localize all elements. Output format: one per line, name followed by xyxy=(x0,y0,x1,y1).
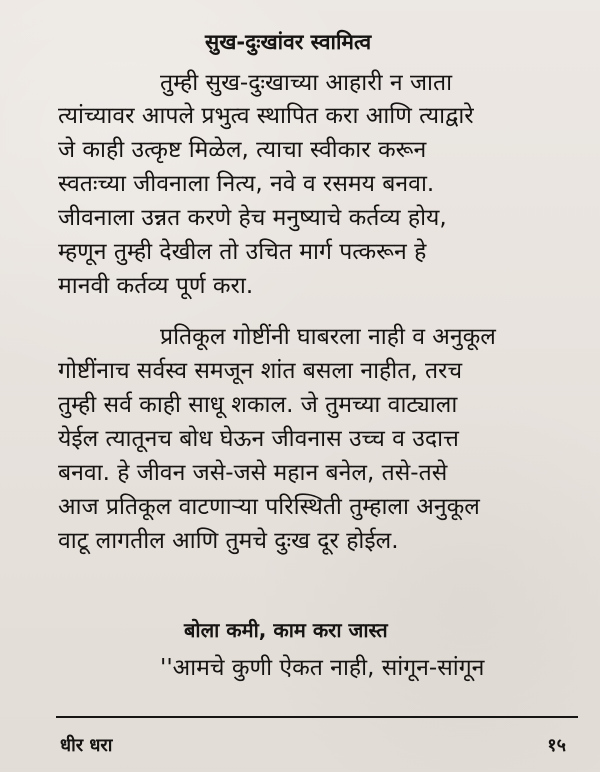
footer-title: धीर धरा xyxy=(60,735,113,756)
footer-rule xyxy=(56,716,578,718)
paragraph-1-line-4: स्वतःच्या जीवनाला नित्य, नवे व रसमय बनवा. xyxy=(58,171,435,197)
quote-start-line: ''आमचे कुणी ऐकत नाही, सांगून-सांगून xyxy=(160,655,485,681)
page-number: १५ xyxy=(547,735,566,756)
paragraph-2-line-3: तुम्ही सर्व काही साधू शकाल. जे तुमच्या वाट्याला xyxy=(58,392,458,418)
page-heading: सुख-दुःखांवर स्वामित्व xyxy=(205,30,372,54)
paragraph-1-line-7: मानवी कर्तव्य पूर्ण करा. xyxy=(58,273,254,299)
paragraph-2-line-5: बनवा. हे जीवन जसे-जसे महान बनेल, तसे-तसे xyxy=(58,460,448,486)
paragraph-1-line-2: त्यांच्यावर आपले प्रभुत्व स्थापित करा आणि त्याद्वारे xyxy=(58,103,474,129)
paragraph-1-line-1: तुम्ही सुख-दुःखाच्या आहारी न जाता xyxy=(160,70,453,96)
paragraph-1-line-6: म्हणून तुम्ही देखील तो उचित मार्ग पत्करून हे xyxy=(58,239,427,265)
section-subheading: बोला कमी, काम करा जास्त xyxy=(184,618,388,642)
paragraph-2-line-4: येईल त्यातूनच बोध घेऊन जीवनास उच्च व उदात्त xyxy=(58,426,459,452)
paragraph-2-line-2: गोष्टींनाच सर्वस्व समजून शांत बसला नाहीत, तरच xyxy=(58,358,463,384)
paragraph-1-line-5: जीवनाला उन्नत करणे हेच मनुष्याचे कर्तव्य होय, xyxy=(58,205,447,231)
paragraph-2-line-1: प्रतिकूल गोष्टींनी घाबरला नाही व अनुकूल xyxy=(160,324,496,350)
paragraph-1-line-3: जे काही उत्कृष्ट मिळेल, त्याचा स्वीकार करून xyxy=(58,137,427,163)
paragraph-2-line-7: वाटू लागतील आणि तुमचे दुःख दूर होईल. xyxy=(58,528,399,554)
paragraph-2-line-6: आज प्रतिकूल वाटणाऱ्या परिस्थिती तुम्हाला अनुकूल xyxy=(58,494,480,520)
